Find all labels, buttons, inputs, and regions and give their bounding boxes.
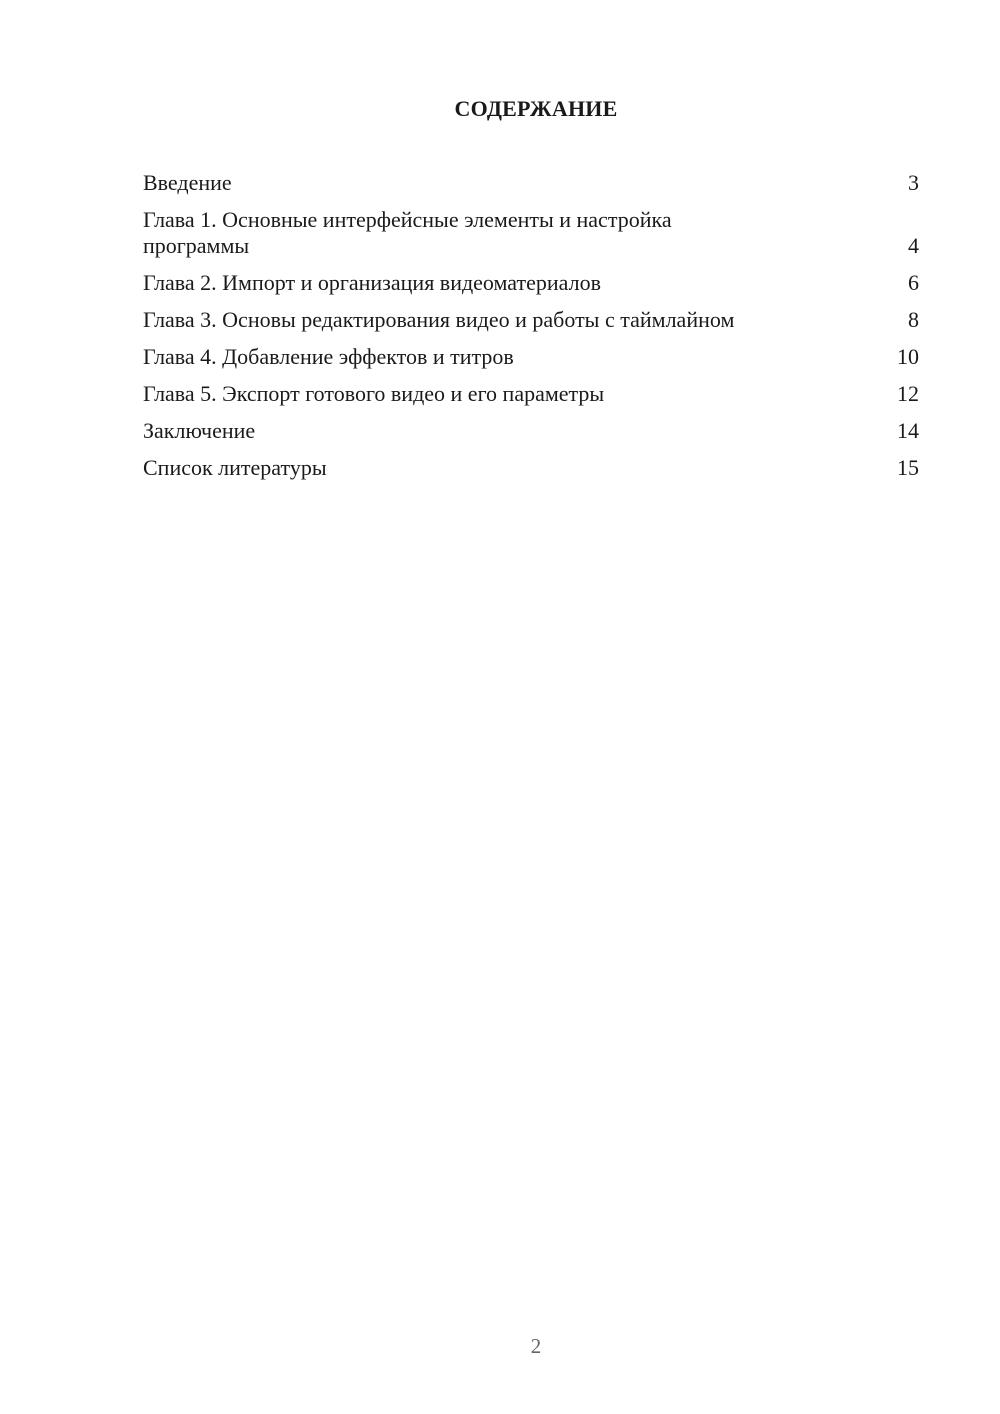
toc-entry-title: Заключение [143, 418, 256, 443]
toc-entry-page: 15 [897, 455, 919, 480]
toc-entry-chapter-5 [143, 381, 919, 407]
toc-entry-title: Глава 2. Импорт и организация видеоматериалов [143, 270, 601, 295]
toc-entry-title: Введение [143, 170, 232, 195]
toc-entry-page: 12 [897, 381, 919, 406]
toc-entry-page: 14 [897, 418, 919, 443]
toc-entry-bibliography [143, 455, 919, 481]
toc-entry-chapter-1 [143, 207, 919, 259]
toc-entry-title: Список литературы [143, 455, 327, 480]
toc-entry-chapter-3 [143, 307, 919, 333]
page-number: 2 [530, 1334, 542, 1358]
toc-entry-chapter-4 [143, 344, 919, 370]
toc-entry-page: 6 [908, 270, 919, 295]
toc-entry-page: 8 [908, 307, 919, 332]
toc-entry-title: Глава 3. Основы редактирования видео и работы с таймлайном [143, 307, 735, 332]
toc-entry-chapter-2 [143, 270, 919, 296]
toc-entry-page: 4 [908, 233, 919, 258]
toc-entry-title: Глава 4. Добавление эффектов и титров [143, 344, 514, 369]
toc-entry-page: 3 [908, 170, 919, 195]
table-of-contents [143, 170, 919, 492]
toc-heading: СОДЕРЖАНИЕ [454, 96, 618, 121]
toc-entry-page: 10 [897, 344, 919, 369]
toc-entry-conclusion [143, 418, 919, 444]
toc-entry-title: Глава 5. Экспорт готового видео и его параметры [143, 381, 605, 406]
toc-entry-title: Глава 1. Основные интерфейсные элементы и настройка программы [143, 207, 672, 258]
toc-entry-introduction [143, 170, 919, 196]
